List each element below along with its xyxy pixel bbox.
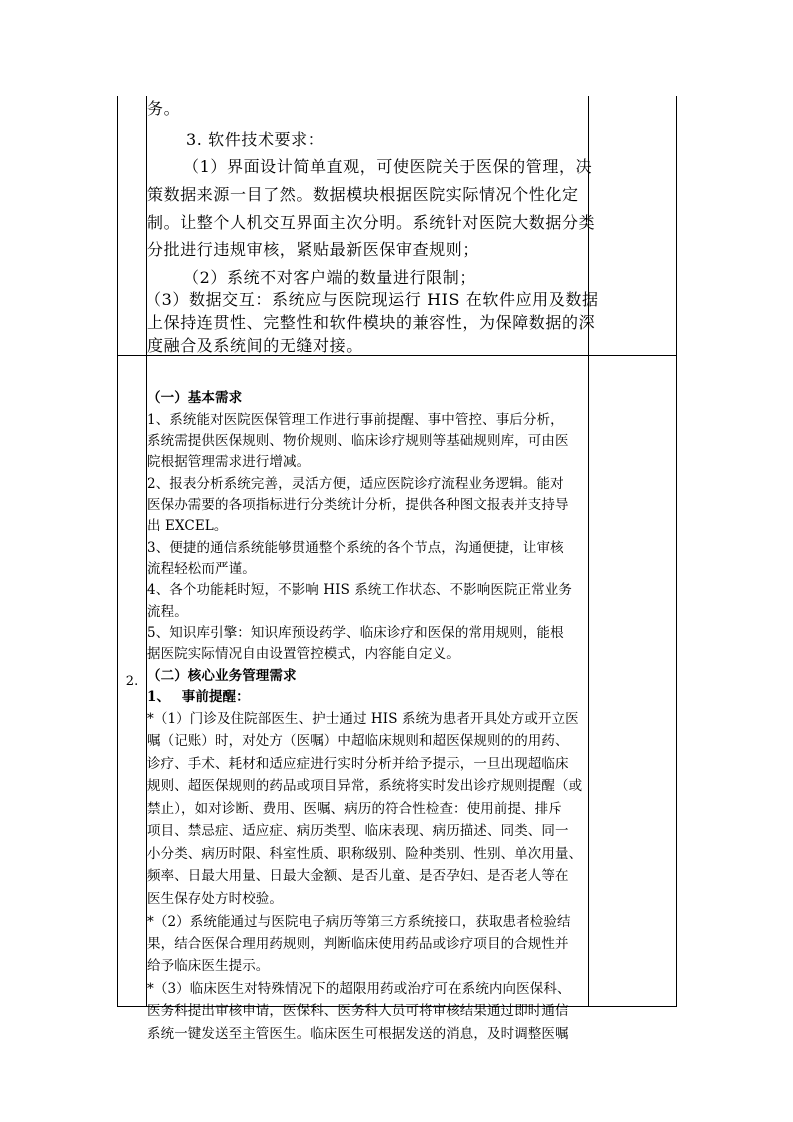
text-line: 策数据来源一目了然。数据模块根据医院实际情况个性化定 bbox=[147, 185, 579, 204]
text-line: 系统一键发送至主管医生。临床医生可根据发送的消息，及时调整医嘱 bbox=[147, 1026, 569, 1042]
subsection-heading: 1、 事前提醒： bbox=[147, 689, 250, 705]
text-line: 诊疗、手术、耗材和适应症进行实时分析并给予提示，一旦出现超临床 bbox=[147, 756, 569, 772]
section-heading: （一）基本需求 bbox=[147, 390, 243, 406]
text-line: 上保持连贯性、完整性和软件模块的兼容性，为保障数据的深 bbox=[147, 313, 596, 332]
table-border-left bbox=[117, 96, 118, 1007]
text-line: 医生保存处方时校验。 bbox=[147, 891, 283, 907]
text-line: 果，结合医保合理用药规则，判断临床使用药品或诊疗项目的合规性并 bbox=[147, 936, 569, 952]
text-line: 医保办需要的各项指标进行分类统计分析，提供各种图文报表并支持导 bbox=[147, 497, 569, 513]
text-line: 分批进行违规审核，紧贴最新医保审查规则； bbox=[147, 240, 480, 259]
text-line: 制。让整个人机交互界面主次分明。系统针对医院大数据分类 bbox=[147, 213, 596, 232]
row-number: 2. bbox=[125, 674, 139, 689]
text-line: （1）界面设计简单直观，可使医院关于医保的管理，决 bbox=[183, 157, 593, 176]
text-line: 度融合及系统间的无缝对接。 bbox=[147, 336, 363, 355]
text-line: *（1）门诊及住院部医生、护士通过 HIS 系统为患者开具处方或开立医 bbox=[147, 711, 579, 727]
text-line: 2、报表分析系统完善，灵活方便，适应医院诊疗流程业务逻辑。能对 bbox=[147, 476, 564, 492]
text-line: 小分类、病历时限、科室性质、职称级别、险种类别、性别、单次用量、 bbox=[147, 846, 583, 862]
text-line: 5、知识库引擎：知识库预设药学、临床诊疗和医保的常用规则，能根 bbox=[147, 625, 564, 641]
section-heading: 3. 软件技术要求： bbox=[186, 130, 325, 149]
text-line: 频率、日最大用量、日最大金额、是否儿童、是否孕妇、是否老人等在 bbox=[147, 868, 569, 884]
section-heading: （二）核心业务管理需求 bbox=[147, 668, 297, 684]
text-line: （2）系统不对客户端的数量进行限制； bbox=[183, 268, 476, 287]
text-line: 给予临床医生提示。 bbox=[147, 958, 270, 974]
text-line: 医务科提出审核申请，医保科、医务科人员可将审核结果通过即时通信 bbox=[147, 1003, 569, 1019]
text-line: 3、便捷的通信系统能够贯通整个系统的各个节点，沟通便捷，让审核 bbox=[147, 540, 564, 556]
text-line: *（2）系统能通过与医院电子病历等第三方系统接口，获取患者检验结 bbox=[147, 914, 571, 930]
text-line: 务。 bbox=[147, 99, 181, 118]
text-line: 系统需提供医保规则、物价规则、临床诊疗规则等基础规则库，可由医 bbox=[147, 433, 569, 449]
text-line: 4、各个功能耗时短，不影响 HIS 系统工作状态、不影响医院正常业务 bbox=[147, 582, 572, 598]
text-line: 项目、禁忌症、适应症、病历类型、临床表现、病历描述、同类、同一 bbox=[147, 823, 569, 839]
text-line: 禁止），如对诊断、费用、医嘱、病历的符合性检查：使用前提、排斥 bbox=[147, 801, 562, 817]
text-line: 流程。 bbox=[147, 604, 188, 620]
text-line: 据医院实际情况自由设置管控模式，内容能自定义。 bbox=[147, 646, 460, 662]
text-line: 1、系统能对医院医保管理工作进行事前提醒、事中管控、事后分析， bbox=[147, 412, 564, 428]
text-line: 出 EXCEL。 bbox=[147, 518, 228, 534]
table-border-right bbox=[676, 96, 677, 1007]
text-line: 院根据管理需求进行增减。 bbox=[147, 454, 311, 470]
text-line: 流程轻松而严谨。 bbox=[147, 561, 256, 577]
text-line: （3）数据交互：系统应与医院现运行 HIS 在软件应用及数据 bbox=[145, 290, 599, 309]
text-line: 嘱（记账）时，对处方（医嘱）中超临床规则和超医保规则的的用药、 bbox=[147, 733, 569, 749]
text-line: *（3）临床医生对特殊情况下的超限用药或治疗可在系统内向医保科、 bbox=[147, 981, 571, 997]
text-line: 规则、超医保规则的药品或项目异常，系统将实时发出诊疗规则提醒（或 bbox=[147, 778, 583, 794]
